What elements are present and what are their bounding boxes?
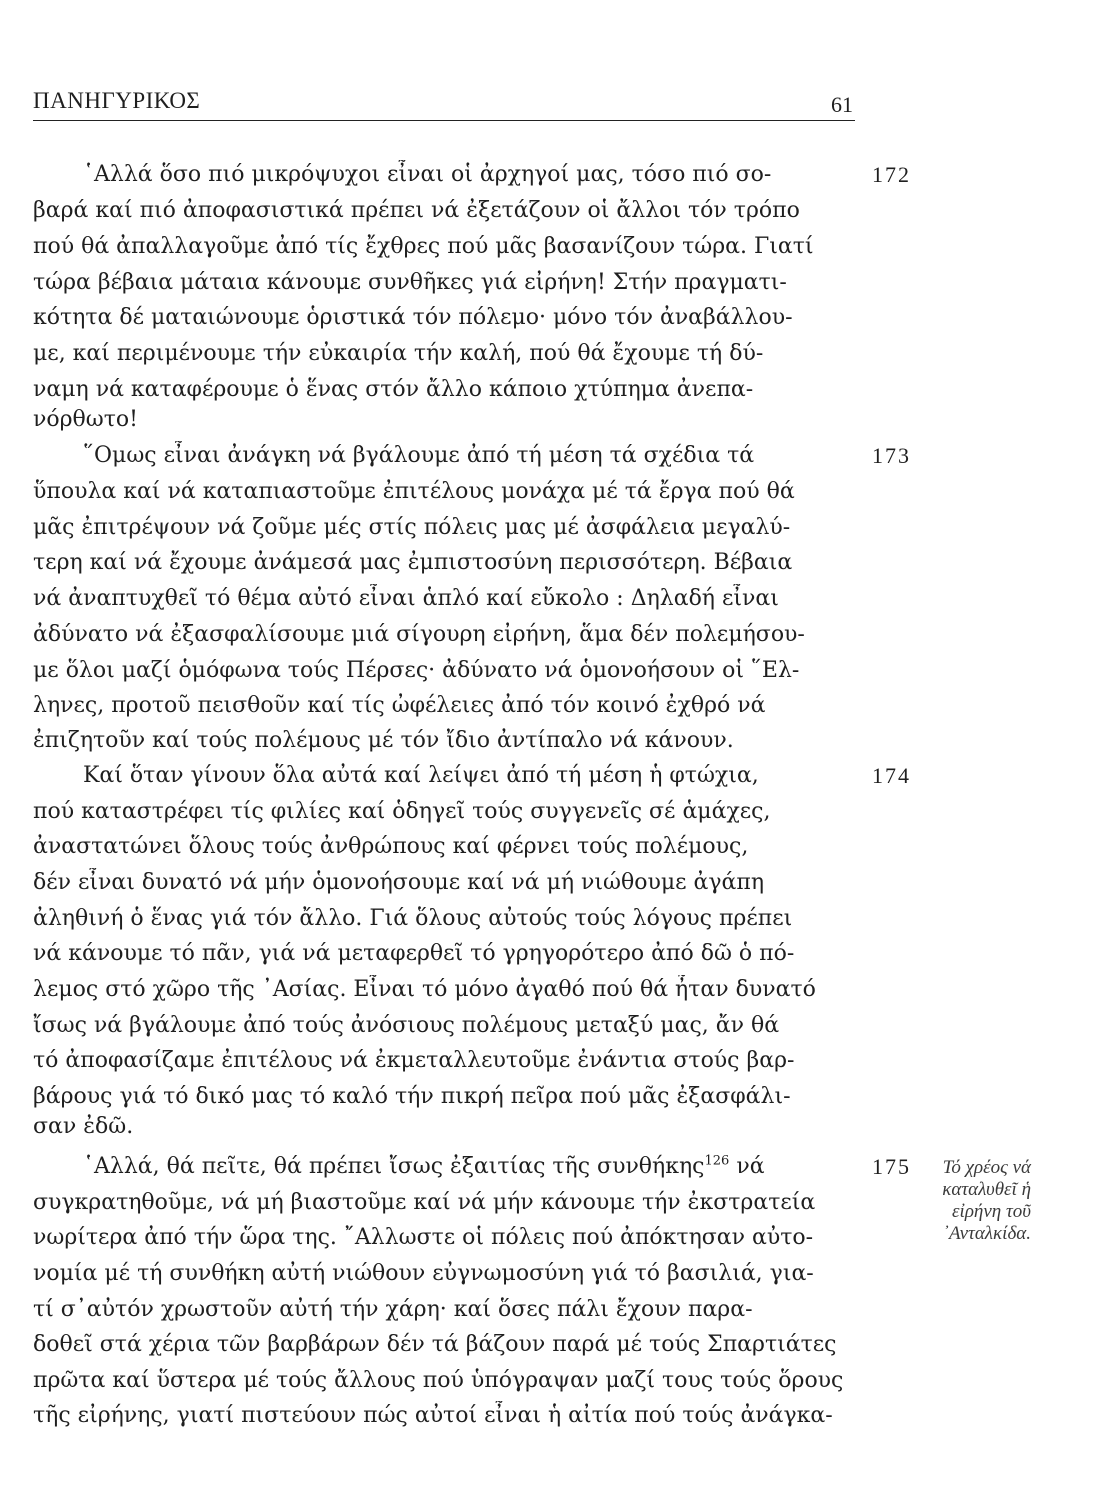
text-line: τῆς εἰρήνης, γιατί πιστεύουν πώς αὐτοί εἶναι ἡ αἰτία πού τούς ἀνάγκα- (33, 1403, 833, 1428)
text-line: πού καταστρέφει τίς φιλίες καί ὁδηγεῖ τούς συγγενεῖς σέ ἁμάχες, (33, 799, 771, 824)
text-line: τί σ᾿αὐτόν χρωστοῦν αὐτή τήν χάρη· καί ὅσες πάλι ἔχουν παρα- (33, 1297, 753, 1322)
margin-note-line: ᾿Ανταλκίδα. (942, 1223, 1031, 1244)
text-line: βαρά καί πιό ἀποφασιστικά πρέπει νά ἐξετάζουν οἱ ἄλλοι τόν τρόπο (33, 198, 800, 223)
section-number: 174 (872, 763, 911, 788)
text-line: ἐπιζητοῦν καί τούς πολέμους μέ τόν ἴδιο ἀντίπαλο νά κάνουν. (33, 728, 734, 753)
text-line: λεμος στό χῶρο τῆς ᾿Ασίας. Εἶναι τό μόνο ἀγαθό πού θά ἦταν δυνατό (33, 977, 816, 1002)
text-line: νόρθωτο! (33, 407, 138, 432)
running-title: ΠΑΝΗΓΥΡΙΚΟΣ (33, 88, 201, 113)
text-line: ῾Αλλά ὅσο πιό μικρόψυχοι εἶναι οἱ ἀρχηγοί μας, τόσο πιό σο- (83, 162, 772, 187)
running-header (33, 80, 855, 121)
section-number: 172 (872, 162, 911, 187)
text-line: ὕπουλα καί νά καταπιαστοῦμε ἐπιτέλους μονάχα μέ τά ἔργα πού θά (33, 479, 795, 504)
text-line: ῞Ομως εἶναι ἀνάγκη νά βγάλουμε ἀπό τή μέση τά σχέδια τά (83, 443, 755, 468)
text-line: μᾶς ἐπιτρέψουν νά ζοῦμε μές στίς πόλεις μας μέ ἀσφάλεια μεγαλύ- (33, 515, 791, 540)
text-line: νά κάνουμε τό πᾶν, γιά νά μεταφερθεῖ τό γρηγορότερο ἀπό δῶ ὁ πό- (33, 941, 795, 966)
margin-note-line: εἰρήνη τοῦ (952, 1201, 1031, 1222)
margin-note (916, 1157, 1031, 1245)
text-line: πού θά ἀπαλλαγοῦμε ἀπό τίς ἔχθρες πού μᾶς βασανίζουν τώρα. Γιατί (33, 234, 814, 259)
margin-note-line: Τό χρέος νά (942, 1157, 1031, 1178)
page-number: 61 (831, 92, 853, 117)
text-line: νομία μέ τή συνθήκη αὐτή νιώθουν εὐγνωμοσύνη γιά τό βασιλιά, για- (33, 1261, 814, 1286)
text-line: νά ἀναπτυχθεῖ τό θέμα αὐτό εἶναι ἁπλό καί εὔκολο : Δηλαδή εἶναι (33, 586, 779, 611)
text-line: ναμη νά καταφέρουμε ὁ ἕνας στόν ἄλλο κάποιο χτύπημα ἀνεπα- (33, 377, 754, 402)
text-line: με, καί περιμένουμε τήν εὐκαιρία τήν καλή, πού θά ἔχουμε τή δύ- (33, 341, 764, 366)
text-line: ἴσως νά βγάλουμε ἀπό τούς ἀνόσιους πολέμους μεταξύ μας, ἄν θά (33, 1013, 780, 1038)
text-line: συγκρατηθοῦμε, νά μή βιαστοῦμε καί νά μήν κάνουμε τήν ἐκστρατεία (33, 1190, 816, 1215)
text-line: ληνες, προτοῦ πεισθοῦν καί τίς ὠφέλειες ἀπό τόν κοινό ἐχθρό νά (33, 693, 766, 718)
text-line: τό ἀποφασίζαμε ἐπιτέλους νά ἐκμεταλλευτοῦμε ἐνάντια στούς βαρ- (33, 1048, 795, 1073)
text-line: πρῶτα καί ὕστερα μέ τούς ἄλλους πού ὑπόγραψαν μαζί τους τούς ὅρους (33, 1368, 844, 1393)
text-line: τώρα βέβαια μάταια κάνουμε συνθῆκες γιά εἰρήνη! Στήν πραγματι- (33, 270, 787, 295)
section-number: 175 (872, 1154, 911, 1179)
text-line: σαν ἐδῶ. (33, 1114, 134, 1139)
text-line-tail: νά (736, 1154, 765, 1179)
text-line: ἀληθινή ὁ ἕνας γιά τόν ἄλλο. Γιά ὅλους αὐτούς τούς λόγους πρέπει (33, 906, 793, 931)
section-number: 173 (872, 443, 911, 468)
text-line: ἀδύνατο νά ἐξασφαλίσουμε μιά σίγουρη εἰρήνη, ἅμα δέν πολεμήσου- (33, 622, 805, 647)
text-line: ἀναστατώνει ὅλους τούς ἀνθρώπους καί φέρνει τούς πολέμους, (33, 834, 749, 859)
text-line: Καί ὅταν γίνουν ὅλα αὐτά καί λείψει ἀπό τή μέση ἡ φτώχια, (83, 763, 759, 788)
text-line: με ὅλοι μαζί ὁμόφωνα τούς Πέρσες· ἀδύνατο νά ὁμονοήσουν οἱ ῞Ελ- (33, 658, 800, 683)
text-line: τερη καί νά ἔχουμε ἀνάμεσά μας ἐμπιστοσύνη περισσότερη. Βέβαια (33, 550, 793, 575)
text-line (33, 1152, 855, 1182)
text-line: κότητα δέ ματαιώνουμε ὁριστικά τόν πόλεμο· μόνο τόν ἀναβάλλου- (33, 305, 793, 330)
text-line: δέν εἶναι δυνατό νά μήν ὁμονοήσουμε καί νά μή νιώθουμε ἀγάπη (33, 870, 765, 895)
text-line: νωρίτερα ἀπό τήν ὥρα της. ῎Αλλωστε οἱ πόλεις πού ἀπόκτησαν αὐτο- (33, 1225, 814, 1250)
text-line: βάρους γιά τό δικό μας τό καλό τήν πικρή πεῖρα πού μᾶς ἐξασφάλι- (33, 1084, 791, 1109)
footnote-reference[interactable]: 126 (704, 1153, 730, 1169)
text-line: δοθεῖ στά χέρια τῶν βαρβάρων δέν τά βάζουν παρά μέ τούς Σπαρτιάτες (33, 1332, 837, 1357)
text-line-content: ῾Αλλά, θά πεῖτε, θά πρέπει ἴσως ἐξαιτίας τῆς συνθήκης (83, 1154, 705, 1179)
margin-note-line: καταλυθεῖ ἡ (942, 1179, 1031, 1200)
